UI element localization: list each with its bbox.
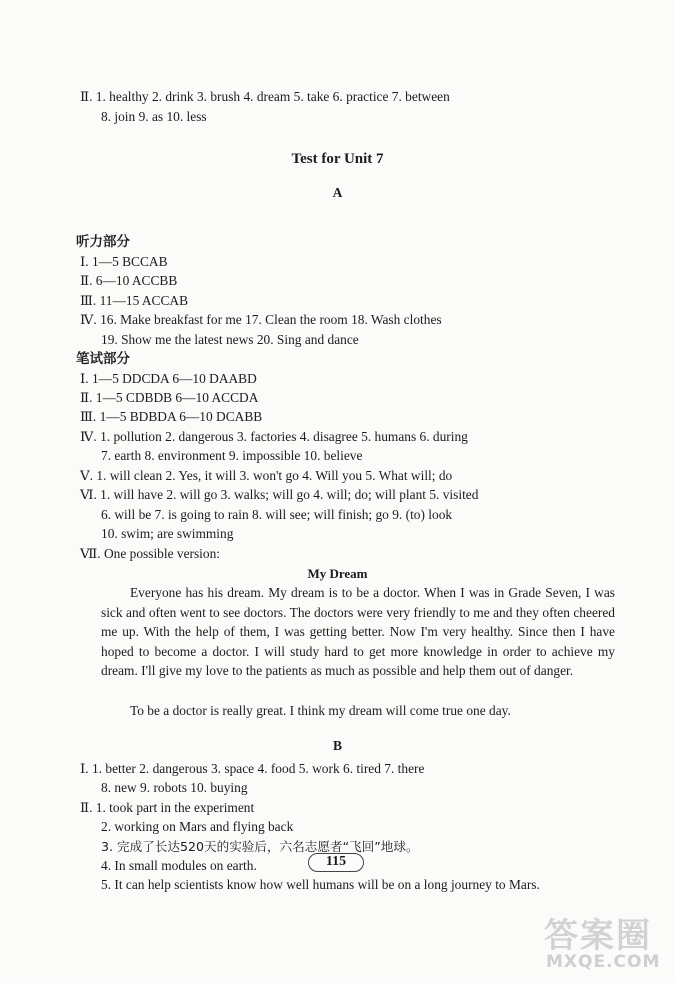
section-b-label: B: [332, 738, 342, 753]
answer-line: 6. will be 7. is going to rain 8. will see; will finish; go 9. (to) look: [101, 507, 453, 522]
answer-line: Ⅰ. 1—5 BCCAB: [80, 254, 168, 269]
answer-line: Ⅰ. 1—5 DDCDA 6—10 DAABD: [80, 371, 257, 386]
essay-title: My Dream: [307, 566, 368, 581]
unit-title: Test for Unit 7: [291, 151, 384, 167]
answer-line: 8. join 9. as 10. less: [101, 109, 207, 124]
answer-line: Ⅱ. 6—10 ACCBB: [80, 273, 178, 288]
answer-line: Ⅴ. 1. will clean 2. Yes, it will 3. won't go 4. Will you 5. What will; do: [80, 468, 453, 483]
essay-paragraph: To be a doctor is really great. I think my dream will come true one day.: [130, 703, 511, 718]
answer-line: 7. earth 8. environment 9. impossible 10. believe: [101, 448, 363, 463]
answer-line: 19. Show me the latest news 20. Sing and dance: [101, 332, 359, 347]
answer-line: Ⅱ. 1. took part in the experiment: [80, 800, 255, 815]
answer-line: Ⅱ. 1—5 CDBDB 6—10 ACCDA: [80, 390, 259, 405]
answer-line: 8. new 9. robots 10. buying: [101, 780, 248, 795]
answer-line: Ⅱ. 1. healthy 2. drink 3. brush 4. dream 5. take 6. practice 7. between: [80, 89, 450, 104]
written-heading: 笔试部分: [76, 351, 130, 367]
answer-line: Ⅳ. 1. pollution 2. dangerous 3. factories 4. disagree 5. humans 6. during: [80, 429, 468, 444]
answer-line: 2. working on Mars and flying back: [101, 819, 294, 834]
watermark: [542, 908, 670, 978]
watermark-url: MXQE.COM: [546, 952, 661, 972]
answer-line: 4. In small modules on earth.: [101, 858, 257, 873]
answer-line: 10. swim; are swimming: [101, 526, 234, 541]
answer-line: 3. 完成了长达520天的实验后，六名志愿者“飞回”地球。: [101, 839, 419, 854]
answer-line: Ⅲ. 1—5 BDBDA 6—10 DCABB: [80, 409, 263, 424]
answer-line: Ⅶ. One possible version:: [80, 546, 221, 561]
answer-line: Ⅵ. 1. will have 2. will go 3. walks; will go 4. will; do; will plant 5. visited: [80, 487, 479, 502]
page-number: 115: [306, 851, 366, 873]
answer-line: 5. It can help scientists know how well humans will be on a long journey to Mars.: [101, 877, 540, 892]
section-a-label: A: [332, 185, 343, 200]
answer-line: Ⅲ. 11—15 ACCAB: [80, 293, 189, 308]
essay-paragraph: Everyone has his dream. My dream is to be a doctor. When I was in Grade Seven, I was sick and often went to see doctors. The doctors were very friendly to me and they often cheered me up. With the help of them, I was getting better. Now I'm very healthy. Since then I have hoped to become a doctor. I will study hard to get more knowledge in order to achieve my dream. I'll give my love to the patients as much as possible and help them out of danger.: [101, 585, 615, 679]
watermark-logo: 答案圈: [544, 916, 652, 956]
answer-line: Ⅳ. 16. Make breakfast for me 17. Clean the room 18. Wash clothes: [80, 312, 442, 327]
answer-line: Ⅰ. 1. better 2. dangerous 3. space 4. food 5. work 6. tired 7. there: [80, 761, 425, 776]
listening-heading: 听力部分: [76, 234, 130, 250]
